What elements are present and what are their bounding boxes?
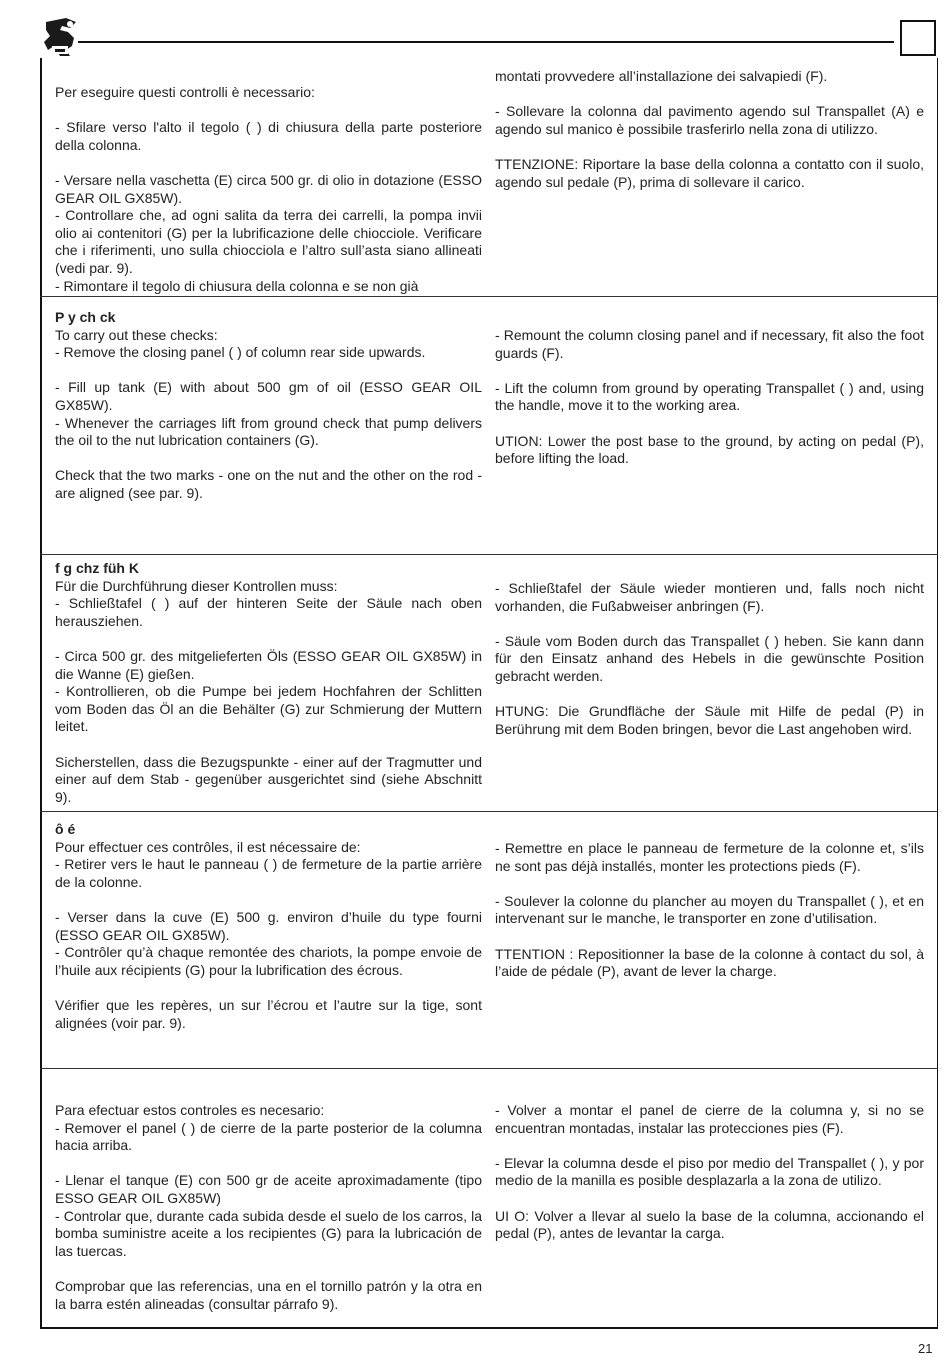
section-divider — [40, 811, 938, 812]
section-es-left-column — [55, 1102, 482, 1313]
section-heading: ô é — [55, 821, 76, 837]
paragraph: - Whenever the carriages lift from ground check that pump delivers the oil to the nut lubrication containers (G). — [55, 414, 482, 449]
section-fr-left-column — [55, 821, 482, 1032]
paragraph: Sicherstellen, dass die Bezugspunkte - einer auf der Tragmutter und einer auf dem Stab - gegenüber ausgerichtet sind (siehe Abschnitt 9). — [55, 753, 482, 805]
paragraph: - Schließtafel der Säule wieder montieren und, falls noch nicht vorhanden, die Fußabweiser anbringen (F). — [495, 580, 924, 614]
paragraph: - Verser dans la cuve (E) 500 g. environ d’huile du type fourni (ESSO GEAR OIL GX85W). — [55, 908, 482, 943]
paragraph: Pour effectuer ces contrôles, il est nécessaire de: — [55, 838, 361, 855]
paragraph: - Retirer vers le haut le panneau ( ) de fermeture de la partie arrière de la colonne. — [55, 856, 482, 890]
corner-box — [900, 20, 936, 56]
paragraph: - Circa 500 gr. des mitgelieferten Öls (ESSO GEAR OIL GX85W) in die Wanne (E) gießen. — [55, 647, 482, 682]
paragraph: Check that the two marks - one on the nut and the other on the rod - are aligned (see par. 9). — [55, 467, 482, 501]
caution-note: TTENZIONE: Riportare la base della colonna a contatto con il suolo, agendo sul pedale (P), prima di sollevare il carico. — [495, 155, 924, 190]
paragraph: - Lift the column from ground by operating Transpallet ( ) and, using the handle, move it to the working area. — [495, 379, 924, 414]
section-de-left-column — [55, 560, 482, 806]
section-heading: f g chz füh K — [55, 560, 139, 576]
section-en-right-column — [495, 327, 924, 468]
paragraph: - Säule vom Boden durch das Transpallet ( ) heben. Sie kann dann für den Einsatz anhand des Hebels in die gewünschte Position gebracht werden. — [495, 632, 924, 684]
paragraph: - Remove the closing panel ( ) of column rear side upwards. — [55, 344, 426, 361]
frame-left-rule — [40, 58, 42, 1328]
paragraph: - Kontrollieren, ob die Pumpe bei jedem Hochfahren der Schlitten vom Boden das Öl an die Behälter (G) zur Schmierung der Muttern leitet. — [55, 683, 482, 735]
paragraph: - Controllare che, ad ogni salita da terra dei carrelli, la pompa invii olio ai contenitori (G) per la lubrificazione delle chiocciole. Verificare che i riferimenti, uno sulla chiocciola e l’altro sull’asta siano allineati (vedi par. 9). — [55, 207, 482, 276]
paragraph: - Remover el panel ( ) de cierre de la parte posterior de la columna hacia arriba. — [55, 1119, 482, 1154]
paragraph: - Rimontare il tegolo di chiusura della colonna e se non già — [55, 277, 419, 294]
paragraph: Für die Durchführung dieser Kontrollen muss: — [55, 577, 338, 594]
section-fr-right-column — [495, 840, 924, 981]
paragraph: - Remettre en place le panneau de fermeture de la colonne et, s’ils ne sont pas déjà installés, monter les protections pieds (F). — [495, 840, 924, 874]
paragraph: Per eseguire questi controlli è necessario: — [55, 84, 315, 100]
paragraph: Vérifier que les repères, un sur l’écrou et l’autre sur la tige, sont alignées (voir par. 9). — [55, 996, 482, 1031]
frame-bottom-rule — [40, 1327, 938, 1329]
caution-note: HTUNG: Die Grundfläche der Säule mit Hilfe de pedal (P) in Berührung mit dem Boden bringen, bevor die Last angehoben wird. — [495, 703, 924, 737]
frame-right-rule — [937, 58, 938, 1328]
paragraph: Comprobar que las referencias, una en el tornillo patrón y la otra en la barra estén alineadas (consultar párrafo 9). — [55, 1277, 482, 1312]
section-es-right-column — [495, 1102, 924, 1243]
caution-note: UI O: Volver a llevar al suelo la base de la columna, accionando el pedal (P), antes de levantar la carga. — [495, 1207, 924, 1242]
paragraph: - Fill up tank (E) with about 500 gm of oil (ESSO GEAR OIL GX85W). — [55, 379, 482, 413]
paragraph: - Schließtafel ( ) auf der hinteren Seite der Säule nach oben herausziehen. — [55, 595, 482, 629]
paragraph: - Sollevare la colonna dal pavimento agendo sul Transpallet (A) e agendo sul manico è possibile trasferirlo nella zona di utilizzo. — [495, 103, 924, 137]
header-rule — [78, 41, 894, 43]
page-number: 21 — [918, 1341, 933, 1356]
section-it-right-column — [495, 68, 924, 191]
section-de-right-column — [495, 580, 924, 738]
section-divider — [40, 296, 938, 297]
paragraph: - Controlar que, durante cada subida desde el suelo de los carros, la bomba suministre aceite a los recipientes (G) para la lubricación de las tuercas. — [55, 1207, 482, 1259]
section-heading: P y ch ck — [55, 309, 116, 325]
paragraph: - Soulever la colonne du plancher au moyen du Transpallet ( ), et en intervenant sur le manche, le transporter en zone d’utilisation. — [495, 892, 924, 927]
paragraph: - Versare nella vaschetta (E) circa 500 gr. di olio in dotazione (ESSO GEAR OIL GX85W). — [55, 171, 482, 206]
caution-note: TTENTION : Repositionner la base de la colonne à contact du sol, à l’aide de pédale (P), avant de lever la charge. — [495, 945, 924, 980]
paragraph: - Remount the column closing panel and if necessary, fit also the foot guards (F). — [495, 327, 924, 361]
paragraph: - Llenar el tanque (E) con 500 gr de aceite aproximadamente (tipo ESSO GEAR OIL GX85W) — [55, 1172, 482, 1206]
section-divider — [40, 554, 938, 555]
paragraph: - Elevar la columna desde el piso por medio del Transpallet ( ), y por medio de la manilla es posible desplazarla a la zona de utilizo. — [495, 1154, 924, 1189]
paragraph: montati provvedere all’installazione dei salvapiedi (F). — [495, 68, 828, 84]
paragraph: - Sfilare verso l'alto il tegolo ( ) di chiusura della parte posteriore della colonna. — [55, 119, 482, 153]
paragraph: Para efectuar estos controles es necesario: — [55, 1102, 325, 1118]
paragraph: - Contrôler qu’à chaque remontée des chariots, la pompe envoie de l’huile aux récipients (G) pour la lubrification des écrous. — [55, 944, 482, 978]
paragraph: - Volver a montar el panel de cierre de la columna y, si no se encuentran montadas, instalar las protecciones pies (F). — [495, 1102, 924, 1136]
section-it-left-column — [55, 84, 482, 295]
manufacturer-logo-icon — [40, 16, 80, 58]
caution-note: UTION: Lower the post base to the ground, by acting on pedal (P), before lifting the load. — [495, 432, 924, 467]
paragraph: To carry out these checks: — [55, 326, 218, 343]
section-divider — [40, 1068, 938, 1069]
section-en-left-column — [55, 309, 482, 503]
